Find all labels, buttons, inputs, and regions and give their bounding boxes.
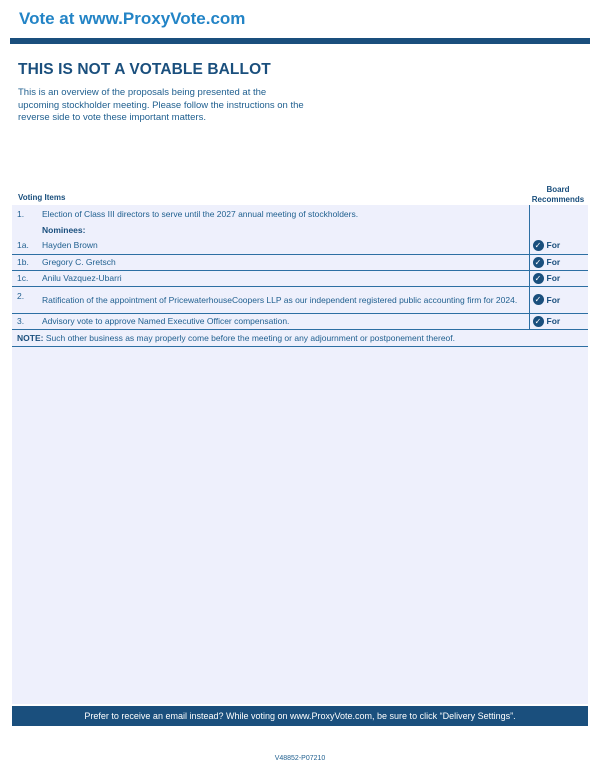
proposal-text: Ratification of the appointment of PricewaterhouseCoopers LLP as our independent registered public accounting firm for 2024. [42,286,529,313]
board-recommendation [530,316,589,327]
proposal-row-1 [12,205,588,223]
note-label: NOTE: [17,332,44,343]
recommendation-label: For [546,257,561,267]
recommendation-label: For [546,240,561,251]
voting-items-heading: Voting Items [18,193,66,202]
recommendation-label: For [546,273,561,283]
note-row [12,329,588,346]
board-recommendation [530,257,589,268]
header-divider [10,38,590,44]
nominee-number: 1a. [12,237,42,254]
proposal-number: 3. [12,313,42,329]
board-recommendation [530,294,589,305]
page-title: THIS IS NOT A VOTABLE BALLOT [18,61,271,78]
proposal-text: Election of Class III directors to serve until the 2027 annual meeting of stockholders. [42,209,359,219]
note-text: Such other business as may properly come before the meeting or any adjournment or postponement thereof. [45,332,456,343]
nominees-label: Nominees: [42,225,86,235]
checkmark-circle-icon: ✓ [533,316,544,327]
checkmark-circle-icon: ✓ [533,257,544,268]
email-delivery-banner: Prefer to receive an email instead? While voting on www.ProxyVote.com, be sure to click “Delivery Settings”. [12,706,588,726]
proposal-number: 1. [17,209,25,219]
recommendation-label: For [546,294,561,305]
nominees-label-row [12,223,588,237]
nominee-number: 1b. [12,254,42,270]
checkmark-circle-icon: ✓ [533,294,544,305]
nominee-name: Gregory C. Gretsch [42,254,529,270]
board-recommendation [530,240,589,251]
voting-items-table [12,205,588,347]
vote-website-header: Vote at www.ProxyVote.com [19,9,246,28]
intro-paragraph: This is an overview of the proposals being presented at the upcoming stockholder meeting. Please follow the instructions on the reverse side to vote these important matters. [18,87,304,123]
proposal-row-2 [12,286,588,313]
proposal-text: Advisory vote to approve Named Executive Officer compensation. [42,313,529,329]
recommendation-label: For [546,316,561,326]
nominee-name: Hayden Brown [42,237,529,254]
nominee-row-1b [12,254,588,270]
nominee-row-1c [12,270,588,286]
checkmark-circle-icon: ✓ [533,273,544,284]
proposal-row-3 [12,313,588,329]
document-id: V48852-P07210 [274,755,326,762]
checkmark-circle-icon: ✓ [533,240,544,251]
nominee-number: 1c. [12,270,42,286]
board-recommends-heading: Board Recommends [531,185,585,204]
proposal-number: 2. [12,286,42,313]
nominee-name: Anilu Vazquez-Ubarri [42,270,529,286]
board-recommendation [530,273,589,284]
nominee-row-1a [12,237,588,254]
